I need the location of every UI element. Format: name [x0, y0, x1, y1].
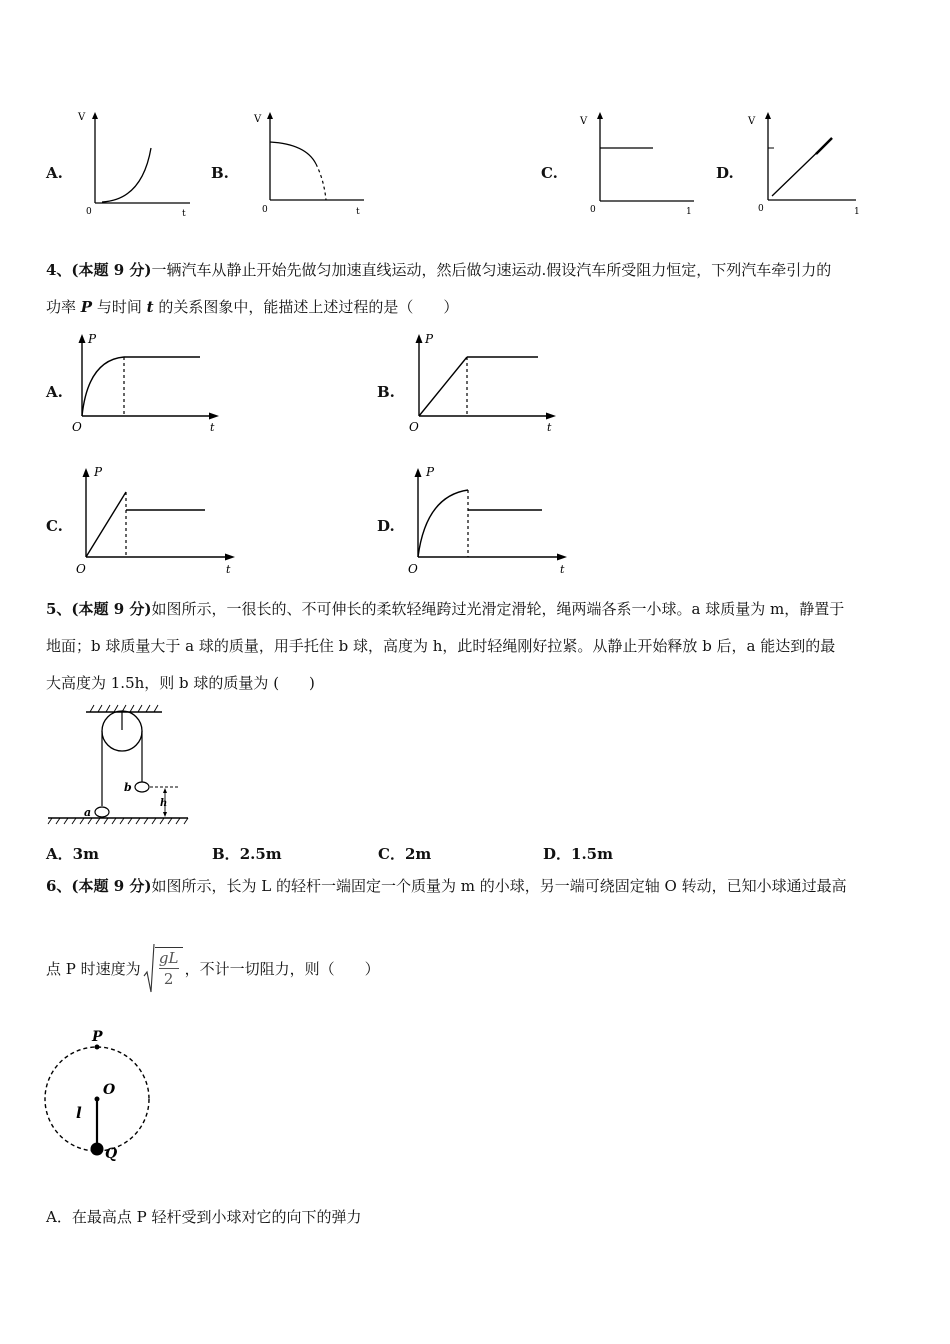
q4-option-c-label: C.	[46, 517, 63, 535]
q4-line2: 功率 P 与时间 t 的关系图象中，能描述上述过程的是（ ）	[46, 298, 459, 316]
q4-graph-a	[66, 330, 236, 440]
svg-text:O: O	[409, 420, 419, 434]
q5-label-h: h	[160, 798, 168, 809]
q3-b-axis-t: t	[356, 207, 360, 217]
svg-text:O: O	[76, 562, 86, 576]
q5-prefix: 5、(本题 9 分)	[46, 600, 152, 618]
q6-circle-figure	[40, 1022, 160, 1170]
q6-option-a[interactable]: A．在最高点 P 轻杆受到小球对它的向下的弹力	[46, 1208, 362, 1226]
q5-line3: 大高度为 1.5h，则 b 球的质量为 ( )	[46, 674, 315, 692]
svg-text:P: P	[94, 465, 103, 479]
svg-text:t: t	[547, 421, 552, 434]
q5-label-b: b	[124, 781, 132, 794]
q4-option-a-label: A.	[46, 383, 63, 401]
svg-text:P: P	[88, 332, 97, 346]
q3-c-axis-t: 1	[686, 207, 692, 217]
q3-d-axis-t: 1	[854, 207, 860, 217]
q3-a-origin: 0	[86, 207, 92, 217]
q4-var-p: P	[80, 298, 93, 316]
q6-sqrt-numerator: gL	[158, 949, 179, 967]
q6-line1: 6、(本题 9 分)如图所示，长为 L 的轻杆一端固定一个质量为 m 的小球，另一端可绕固定轴 O 转动，已知小球通过最高	[46, 877, 847, 895]
q3-d-origin: 0	[758, 204, 764, 214]
q6-label-p: P	[92, 1029, 103, 1045]
svg-text:t: t	[560, 563, 565, 576]
q3-b-axis-v: V	[254, 114, 262, 125]
q6-line2: 点 P 时速度为 gL 2 ，不计一切阻力，则（ ）	[46, 938, 380, 998]
svg-text:t: t	[210, 421, 215, 434]
svg-text:P: P	[426, 465, 435, 479]
svg-text:O: O	[408, 562, 418, 576]
q3-option-a-label: A.	[46, 164, 63, 182]
q3-graph-d	[744, 108, 874, 226]
q3-a-axis-t: t	[182, 209, 186, 219]
q6-sqrt-radical	[143, 942, 155, 994]
q4-text-line1: 一辆汽车从静止开始先做匀加速直线运动，然后做匀速运动.假设汽车所受阻力恒定，下列汽车牵引力的	[151, 261, 832, 279]
q3-option-d-label: D.	[716, 164, 734, 182]
svg-text:O: O	[72, 420, 82, 434]
q3-option-b-label: B.	[211, 164, 229, 182]
q6-sqrt-expression	[143, 942, 183, 994]
q4-line1	[46, 252, 908, 289]
q3-graph-c	[576, 108, 706, 226]
q3-graph-a	[72, 108, 202, 226]
q3-b-origin: 0	[262, 205, 268, 215]
q5-pulley-figure	[44, 702, 194, 828]
q3-option-c-label: C.	[541, 164, 558, 182]
q5-line1: 5、(本题 9 分)如图所示，一很长的、不可伸长的柔软轻绳跨过光滑定滑轮，绳两端各系一小球。a 球质量为 m，静置于	[46, 600, 845, 618]
svg-text:t: t	[226, 563, 231, 576]
q5-answer-a[interactable]: A．3m	[46, 845, 99, 863]
q3-c-origin: 0	[590, 205, 596, 215]
q6-sqrt-denominator: 2	[163, 970, 174, 988]
q5-answer-d[interactable]: D．1.5m	[543, 845, 613, 863]
q4-graph-d	[402, 462, 582, 577]
q5-stem	[46, 591, 908, 702]
q5-answer-b[interactable]: B．2.5m	[212, 845, 282, 863]
q4-option-b-label: B.	[377, 383, 395, 401]
q4-prefix: 4、(本题 9 分)	[46, 261, 152, 279]
q6-label-o: O	[103, 1082, 116, 1098]
q3-c-axis-v: V	[580, 116, 588, 127]
q6-prefix: 6、(本题 9 分)	[46, 877, 152, 895]
q6-label-q: Q	[105, 1146, 118, 1162]
svg-text:P: P	[425, 332, 434, 346]
q3-a-axis-v: V	[78, 112, 86, 123]
q4-var-t: t	[146, 298, 154, 316]
q3-graph-b	[248, 108, 378, 226]
q5-label-a: a	[84, 806, 92, 819]
q5-line2: 地面；b 球质量大于 a 球的质量，用手托住 b 球，高度为 h，此时轻绳刚好拉紧。从静止开始释放 b 后，a 能达到的最	[46, 637, 836, 655]
q4-graph-b	[403, 330, 573, 440]
q3-d-axis-v: V	[748, 116, 756, 127]
q5-answer-c[interactable]: C．2m	[378, 845, 432, 863]
q4-graph-c	[70, 462, 250, 577]
q6-label-l: l	[76, 1104, 82, 1122]
q4-stem	[46, 252, 908, 326]
q4-option-d-label: D.	[377, 517, 395, 535]
